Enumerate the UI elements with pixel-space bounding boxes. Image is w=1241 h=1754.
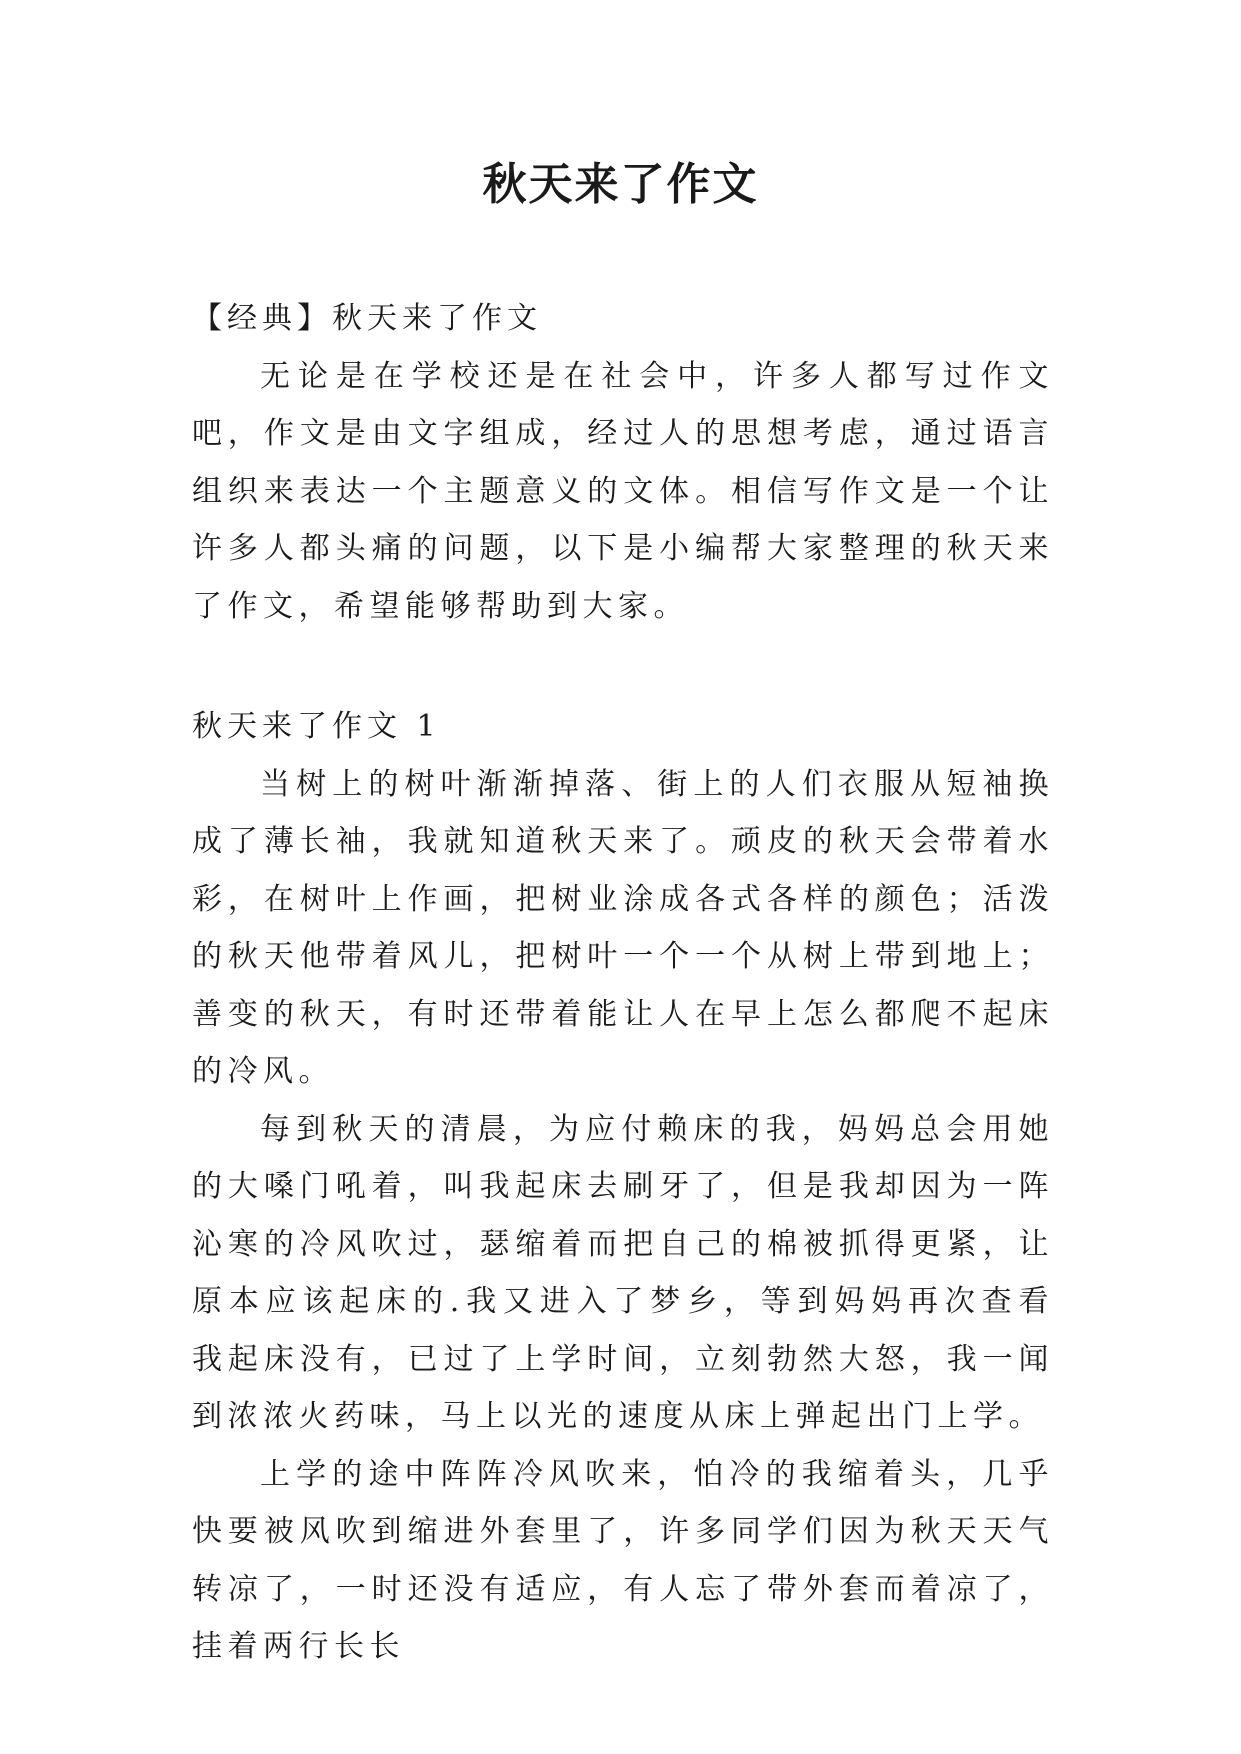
section-heading: 秋天来了作文 1 <box>192 709 441 744</box>
body-paragraph: 上学的途中阵阵冷风吹来，怕冷的我缩着头，几乎快要被风吹到缩进外套里了，许多同学们因为秋天天气转凉了，一时还没有适应，有人忘了带外套而着凉了，挂着两行长长 <box>192 1456 1054 1664</box>
essay-section-1 <box>192 698 1054 1676</box>
intro-paragraph: 无论是在学校还是在社会中，许多人都写过作文吧，作文是由文字组成，经过人的思想考虑，通过语言组织来表达一个主题意义的文体。相信写作文是一个让许多人都头痛的问题，以下是小编帮大家整理的秋天来了作文，希望能够帮助到大家。 <box>192 358 1054 624</box>
body-paragraph: 当树上的树叶渐渐掉落、街上的人们衣服从短袖换成了薄长袖，我就知道秋天来了。顽皮的秋天会带着水彩，在树叶上作画，把树业涂成各式各样的颜色；活泼的秋天他带着风儿，把树叶一个一个从树上带到地上；善变的秋天，有时还带着能让人在早上怎么都爬不起床的冷风。 <box>192 766 1054 1089</box>
body-paragraph: 每到秋天的清晨，为应付赖床的我，妈妈总会用她的大嗓门吼着，叫我起床去刷牙了，但是我却因为一阵沁寒的冷风吹过，瑟缩着而把自己的棉被抓得更紧，让原本应该起床的.我又进入了梦乡，等到妈妈再次查看我起床没有，已过了上学时间，立刻勃然大怒，我一闻到浓浓火药味，马上以光的速度从床上弹起出门上学。 <box>192 1111 1054 1434</box>
intro-heading: 【经典】秋天来了作文 <box>192 301 542 336</box>
intro-section <box>192 290 1054 635</box>
document-title: 秋天来了作文 <box>482 159 759 210</box>
